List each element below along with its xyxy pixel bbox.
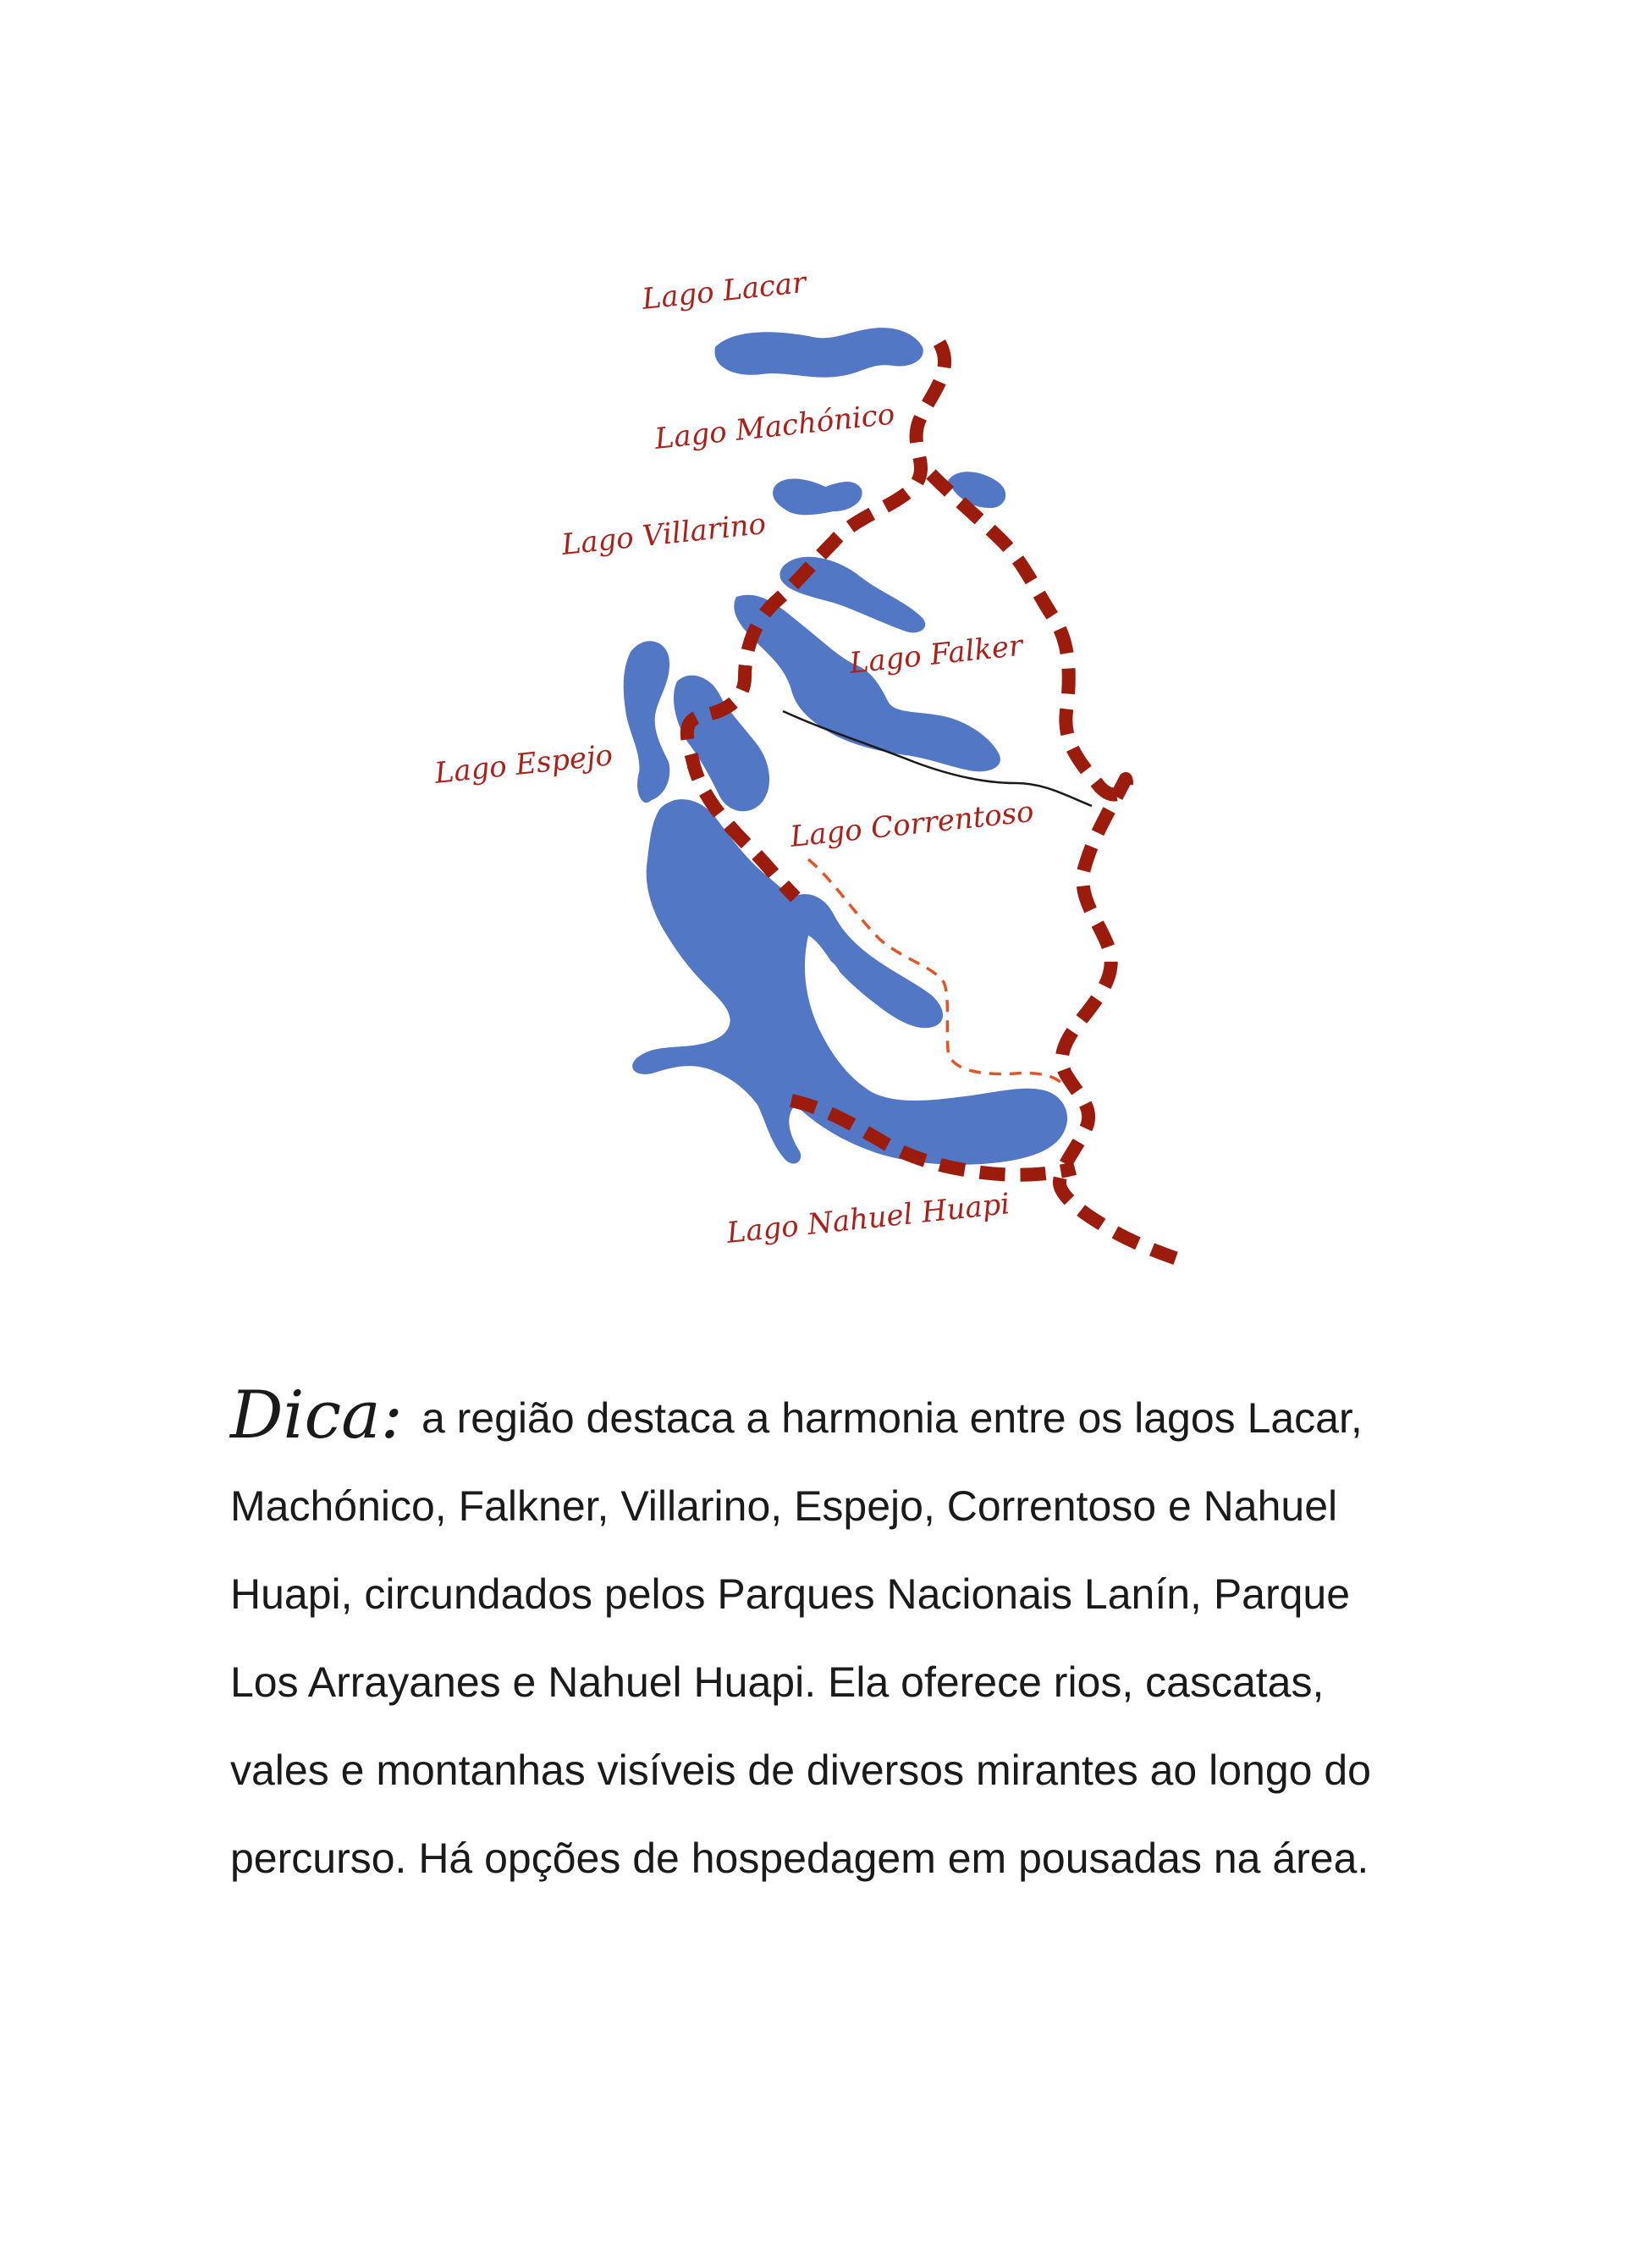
lake-nahuel-huapi (632, 799, 1067, 1165)
lake-correntoso (674, 676, 769, 812)
tip-paragraph (230, 1371, 1415, 1902)
label-lago-nahuel-huapi: Lago Nahuel Huapi (724, 1187, 1012, 1250)
lake-machonico (773, 479, 862, 516)
lake-lacar (714, 328, 923, 378)
tip-label: Dica: (230, 1377, 403, 1454)
label-lago-lacar: Lago Lacar (640, 265, 808, 317)
label-lago-machonico: Lago Machónico (653, 397, 897, 456)
label-lago-falker: Lago Falker (847, 628, 1025, 681)
label-lago-villarino: Lago Villarino (559, 506, 768, 562)
label-lago-espejo: Lago Espejo (432, 738, 614, 791)
tip-text: a região destaca a harmonia entre os lagos Lacar, Machónico, Falkner, Villarino, Espejo, Correntoso e Nahuel Huapi, circundados pelos Parques Nacionais Lanín, Parque Los Arrayanes e Nahuel Huapi. Ela oferece rios, cascatas, vales e montanhas visíveis de diversos mirantes ao longo do percurso. Há opções de hospedagem em pousadas na área. (230, 1394, 1371, 1882)
label-lago-correntoso: Lago Correntoso (788, 794, 1036, 854)
lake-machonico-east (948, 472, 1005, 508)
